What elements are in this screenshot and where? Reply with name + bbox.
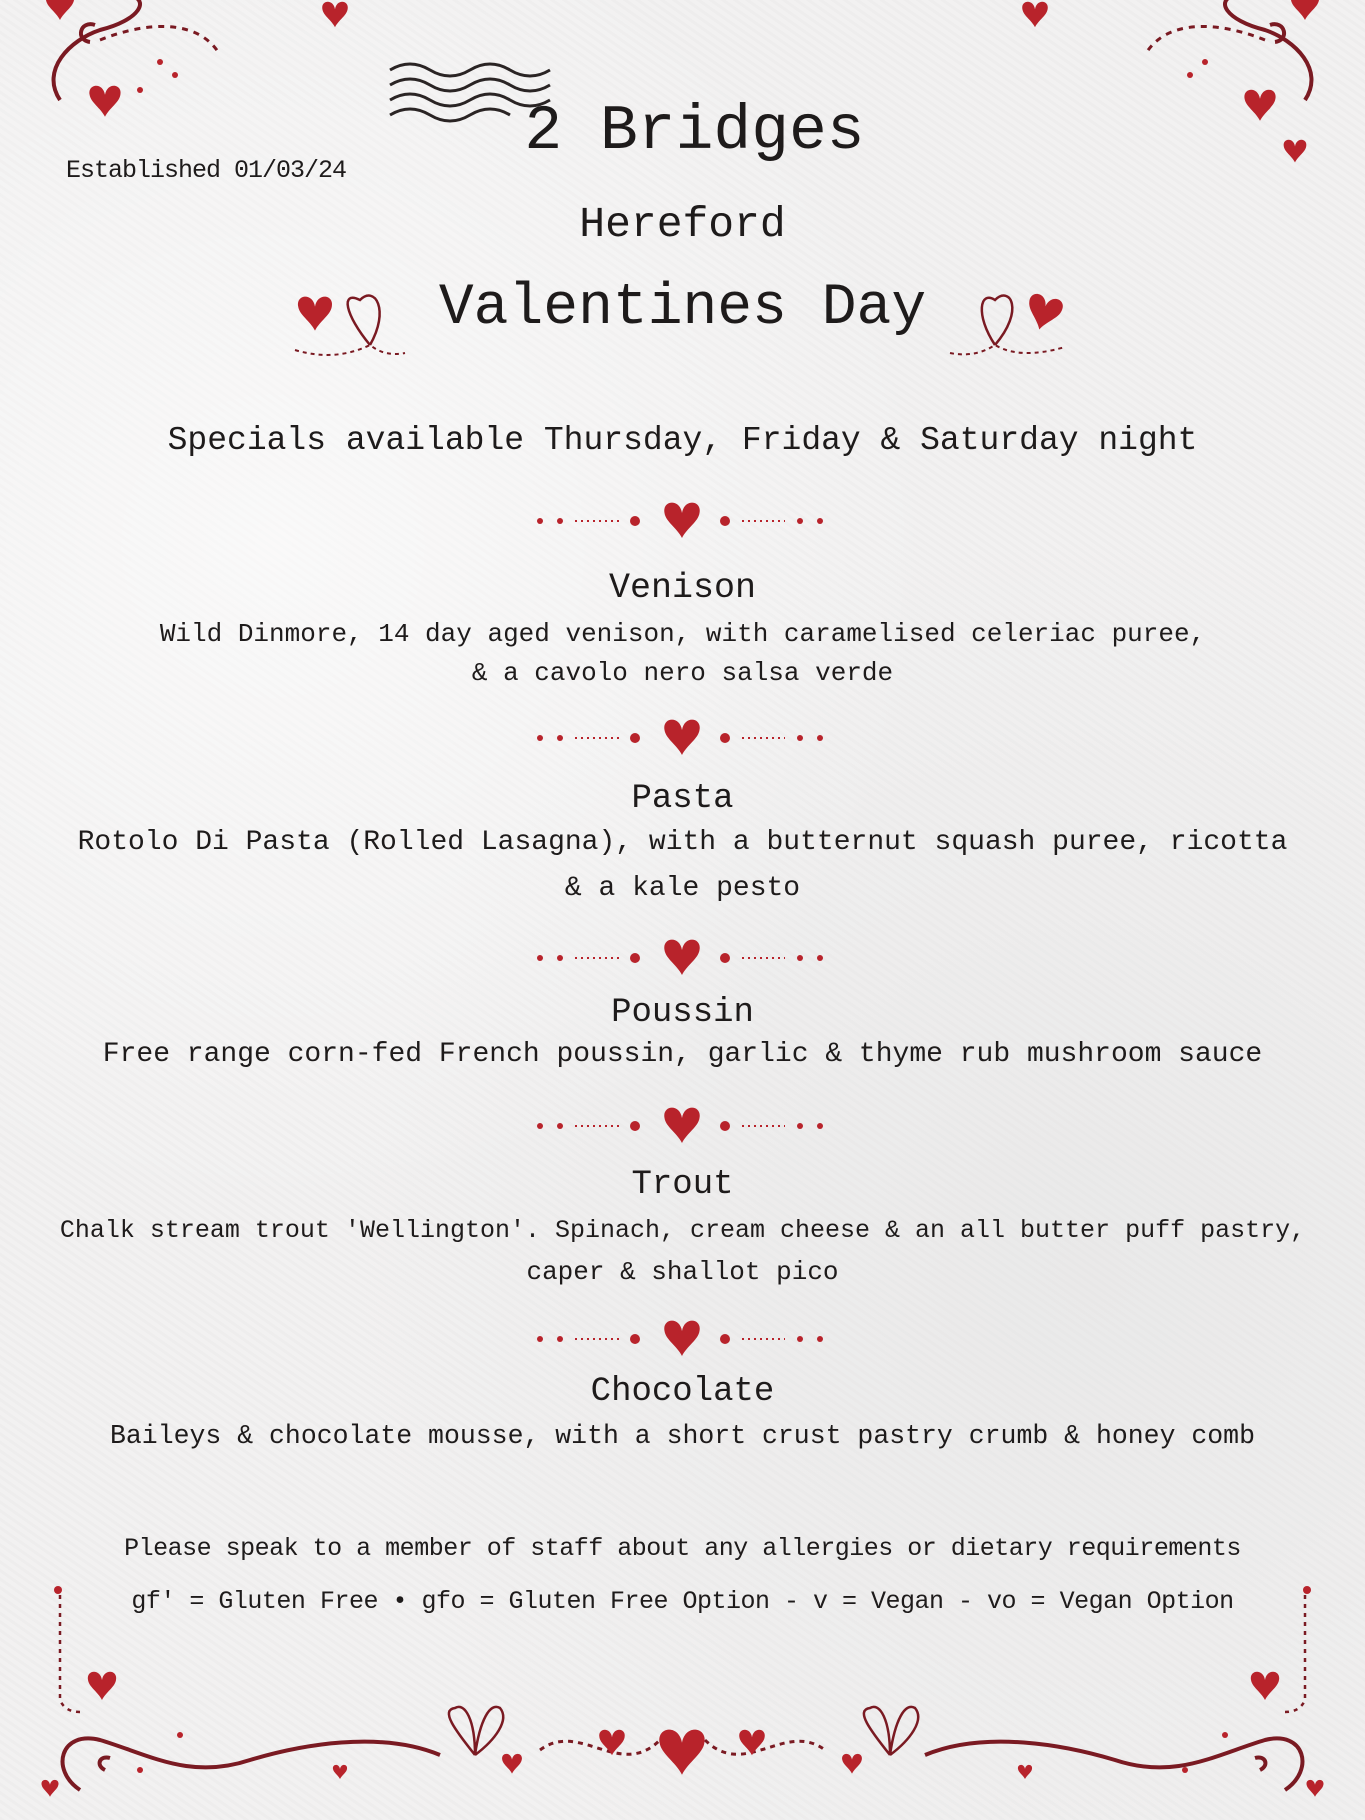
dish-title: Pasta	[631, 780, 734, 818]
heart-divider	[0, 936, 1365, 980]
dietary-key: gf' = Gluten Free • gfo = Gluten Free Option - v = Vegan - vo = Vegan Option	[131, 1587, 1234, 1616]
dish-description: Chalk stream trout 'Wellington'. Spinach, cream cheese & an all butter puff pastry,	[59, 1216, 1306, 1245]
event-title: Valentines Day	[438, 276, 927, 341]
dish-description: Free range corn-fed French poussin, garlic & thyme rub mushroom sauce	[102, 1039, 1263, 1070]
hearts-right-icon	[940, 285, 1080, 365]
heart-divider	[0, 499, 1365, 543]
dish-title: Chocolate	[590, 1373, 775, 1411]
dish-title: Trout	[631, 1166, 734, 1204]
availability-text: Specials available Thursday, Friday & Saturday night	[167, 422, 1198, 459]
location: Hereford	[579, 200, 786, 249]
bottom-border-ornament	[0, 1580, 1365, 1820]
dish-description: Rotolo Di Pasta (Rolled Lasagna), with a butternut squash puree, ricotta	[77, 827, 1288, 858]
dish-description: & a kale pesto	[564, 873, 801, 904]
heart-divider	[0, 1104, 1365, 1148]
dish-description: Wild Dinmore, 14 day aged venison, with caramelised celeriac puree,	[159, 619, 1206, 649]
dish-description: caper & shallot pico	[526, 1257, 839, 1287]
dish-description: & a cavolo nero salsa verde	[471, 658, 894, 688]
heart-divider	[0, 1317, 1365, 1361]
established-date: Established 01/03/24	[66, 156, 347, 185]
heart-divider	[0, 716, 1365, 760]
allergy-note: Please speak to a member of staff about any allergies or dietary requirements	[124, 1534, 1241, 1563]
dish-title: Venison	[608, 568, 757, 608]
dish-title: Poussin	[611, 994, 754, 1032]
dish-description: Baileys & chocolate mousse, with a short crust pastry crumb & honey comb	[110, 1421, 1255, 1451]
restaurant-name: 2 Bridges	[524, 96, 865, 167]
